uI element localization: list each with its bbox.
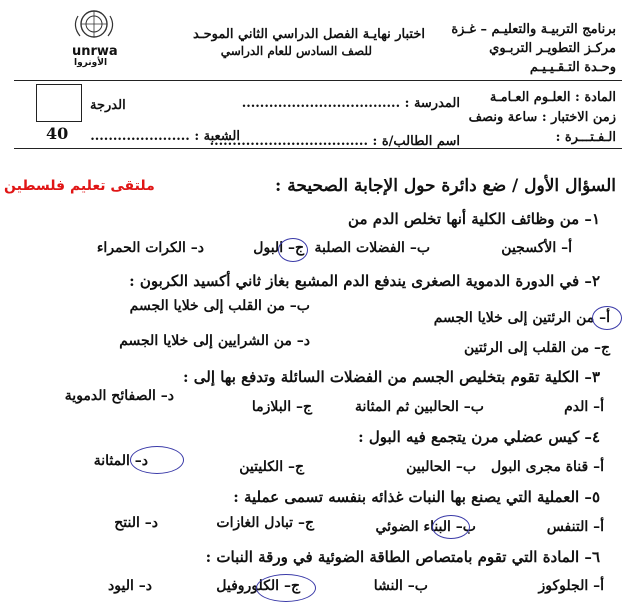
center-name: مركـز التطويـر التربـوي bbox=[489, 41, 616, 56]
question-4: ٤– كيس عضلي مرن يتجمع فيه البول : bbox=[358, 428, 600, 446]
q4-option-a[interactable]: أ– قناة مجرى البول bbox=[490, 459, 604, 475]
q1-option-a[interactable]: أ– الأكسجين bbox=[501, 240, 572, 256]
exam-title: اختبار نهايـة الفصل الدراسي الثاني الموحـد bbox=[193, 27, 425, 42]
grade-label: الدرجة bbox=[90, 98, 126, 113]
q6-option-a[interactable]: أ– الجلوكوز bbox=[538, 578, 604, 594]
q2-option-a[interactable]: أ– من الرئتين إلى خلايا الجسم bbox=[433, 310, 610, 326]
q2-option-d[interactable]: د– من الشرايين إلى خلايا الجسم bbox=[119, 333, 310, 349]
q3-option-a[interactable]: أ– الدم bbox=[564, 399, 604, 415]
unrwa-logo bbox=[64, 6, 124, 68]
logo-text-en: unrwa bbox=[72, 44, 118, 59]
logo-text-ar: الأونروا bbox=[74, 58, 108, 68]
q6-option-b[interactable]: ب– النشا bbox=[373, 578, 428, 594]
q1-option-c[interactable]: ج– البول bbox=[253, 240, 304, 256]
question-2: ٢– في الدورة الدموية الصغرى يندفع الدم المشبع بغاز ثاني أكسيد الكربون : bbox=[129, 272, 600, 290]
q5-option-c[interactable]: ج– تبادل الغازات bbox=[216, 515, 314, 531]
subject-field: المادة : العلـوم العـامـة bbox=[489, 90, 616, 105]
q6-option-c[interactable]: ج– الكلوروفيل bbox=[216, 578, 300, 594]
q1-option-d[interactable]: د– الكرات الحمراء bbox=[96, 240, 204, 256]
answer-circle bbox=[278, 238, 308, 262]
section-title: السؤال الأول / ضع دائرة حول الإجابة الصحيحة : bbox=[275, 176, 616, 196]
q2-option-c[interactable]: ج– من القلب إلى الرئتين bbox=[463, 340, 610, 356]
q6-option-d[interactable]: د– اليود bbox=[108, 578, 152, 594]
q3-option-d[interactable]: د– الصفائح الدموية bbox=[64, 388, 174, 404]
grade-total: 40 bbox=[46, 124, 69, 143]
answer-circle bbox=[256, 574, 316, 602]
q4-option-b[interactable]: ب– الحالبين bbox=[406, 459, 476, 475]
grade-box bbox=[36, 84, 82, 122]
q4-option-c[interactable]: ج– الكليتين bbox=[239, 459, 304, 475]
q5-option-b[interactable]: ب– البناء الضوئي bbox=[375, 519, 476, 535]
exam-subtitle: للصف السادس للعام الدراسي bbox=[220, 44, 372, 58]
unit-name: وحـدة التـقـيـيـم bbox=[529, 60, 616, 75]
q5-option-a[interactable]: أ– التنفس bbox=[546, 519, 604, 535]
question-5: ٥– العملية التي يصنع بها النبات غذائه بنفسه تسمى عملية : bbox=[233, 488, 600, 506]
header-divider bbox=[14, 80, 622, 81]
student-name-field: اسم الطالب/ة : ................................... bbox=[209, 134, 460, 149]
info-divider bbox=[14, 148, 622, 149]
answer-circle bbox=[130, 446, 184, 474]
un-emblem-icon bbox=[64, 6, 124, 46]
answer-circle bbox=[592, 306, 622, 330]
q3-option-c[interactable]: ج– البلازما bbox=[251, 399, 312, 415]
question-6: ٦– المادة التي تقوم بامتصاص الطاقة الضوئية في ورقة النبات : bbox=[205, 548, 600, 566]
school-field: المدرسة : ................................... bbox=[241, 96, 460, 111]
watermark-text: ملتقى تعليم فلسطين bbox=[4, 178, 155, 194]
q2-option-b[interactable]: ب– من القلب إلى خلايا الجسم bbox=[129, 298, 310, 314]
question-3: ٣– الكلية تقوم بتخليص الجسم من الفضلات السائلة وتدفع بها إلى : bbox=[182, 368, 600, 386]
q5-option-d[interactable]: د– النتح bbox=[114, 515, 158, 531]
duration-field: زمن الاختبار : ساعة ونصف bbox=[468, 110, 616, 125]
period-field: الـفـتـــرة : bbox=[555, 130, 616, 145]
question-1: ١– من وظائف الكلية أنها تخلص الدم من bbox=[348, 210, 600, 228]
q1-option-b[interactable]: ب– الفضلات الصلبة bbox=[314, 240, 430, 256]
section-field: الشعبة : ...................... bbox=[90, 129, 240, 144]
answer-circle bbox=[432, 515, 470, 539]
q3-option-b[interactable]: ب– الحالبين ثم المثانة bbox=[355, 399, 484, 415]
q4-option-d[interactable]: د– المثانة bbox=[93, 453, 148, 469]
program-name: برنامج التربيـة والتعليـم – غـزة bbox=[451, 22, 616, 37]
